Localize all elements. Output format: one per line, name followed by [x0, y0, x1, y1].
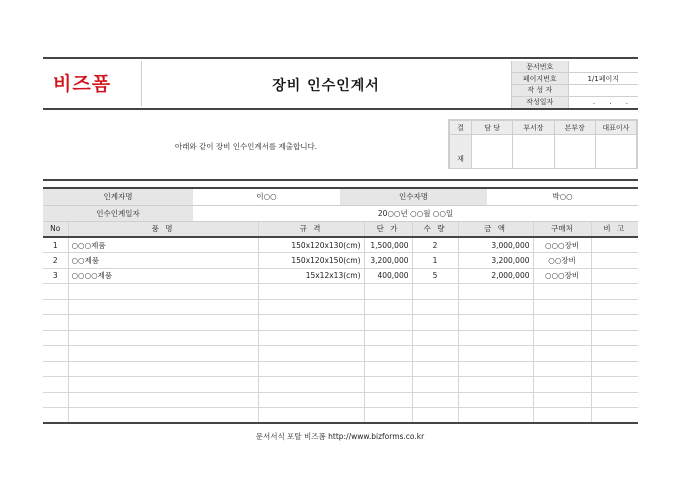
approval-side-label-bottom: 재	[450, 135, 472, 169]
submission-message: 아래와 같이 장비 인수인계서를 제출합니다.	[174, 142, 318, 151]
approval-section	[43, 108, 638, 181]
cell-vendor[interactable]: ○○○장비	[533, 268, 591, 284]
cell-price[interactable]	[364, 408, 412, 424]
cell-spec[interactable]	[258, 408, 364, 424]
meta-row-doc-number	[512, 61, 638, 73]
cell-note[interactable]	[591, 299, 638, 315]
cell-amount[interactable]	[458, 284, 533, 300]
handover-person-value[interactable]: 이○○	[193, 189, 340, 205]
document-header	[43, 57, 638, 108]
items-body	[43, 237, 638, 423]
cell-amount[interactable]	[458, 330, 533, 346]
cell-vendor[interactable]	[533, 330, 591, 346]
cell-price[interactable]	[364, 392, 412, 408]
cell-amount[interactable]: 2,000,000	[458, 268, 533, 284]
signature-cell-staff[interactable]	[472, 135, 513, 169]
cell-vendor[interactable]: ○○장비	[533, 253, 591, 269]
table-row	[43, 299, 638, 315]
meta-label: 문서번호	[512, 61, 568, 73]
cell-price[interactable]	[364, 284, 412, 300]
meta-label: 작성일자	[512, 96, 568, 108]
meta-value[interactable]: . . .	[568, 96, 638, 108]
cell-name[interactable]: ○○○○제품	[68, 268, 258, 284]
cell-vendor[interactable]	[533, 346, 591, 362]
cell-name[interactable]: ○○○제품	[68, 237, 258, 253]
meta-row-date	[512, 96, 638, 108]
meta-value[interactable]	[568, 61, 638, 73]
cell-quantity[interactable]: 2	[412, 237, 458, 253]
cell-quantity[interactable]	[412, 377, 458, 393]
signature-cell-dept-head[interactable]	[513, 135, 554, 169]
cell-vendor[interactable]: ○○○장비	[533, 237, 591, 253]
cell-amount[interactable]: 3,200,000	[458, 253, 533, 269]
approval-column-ceo: 대표이사	[595, 121, 636, 135]
cell-name[interactable]	[68, 377, 258, 393]
cell-quantity[interactable]	[412, 315, 458, 331]
cell-no[interactable]: 1	[43, 237, 68, 253]
table-row	[43, 361, 638, 377]
cell-no[interactable]	[43, 284, 68, 300]
column-header-amount: 금 액	[458, 222, 533, 238]
cell-spec[interactable]: 150x120x130(cm)	[258, 237, 364, 253]
cell-name[interactable]	[68, 408, 258, 424]
cell-price[interactable]	[364, 315, 412, 331]
cell-price[interactable]	[364, 299, 412, 315]
cell-quantity[interactable]	[412, 346, 458, 362]
column-header-no: No	[43, 222, 68, 238]
cell-vendor[interactable]	[533, 284, 591, 300]
meta-row-page-number	[512, 73, 638, 85]
approval-signature-box	[448, 119, 638, 169]
column-header-price: 단 가	[364, 222, 412, 238]
table-row	[43, 268, 638, 284]
meta-value[interactable]: 1/1페이지	[568, 73, 638, 85]
cell-price[interactable]: 1,500,000	[364, 237, 412, 253]
cell-no[interactable]	[43, 408, 68, 424]
cell-note[interactable]	[591, 392, 638, 408]
approval-column-dept-head: 부서장	[513, 121, 554, 135]
meta-label: 작 성 자	[512, 85, 568, 97]
cell-quantity[interactable]	[412, 330, 458, 346]
cell-quantity[interactable]	[412, 392, 458, 408]
cell-quantity[interactable]	[412, 408, 458, 424]
cell-quantity[interactable]	[412, 299, 458, 315]
items-header-row	[43, 222, 638, 238]
cell-quantity[interactable]	[412, 284, 458, 300]
cell-note[interactable]	[591, 361, 638, 377]
column-header-vendor: 구매처	[533, 222, 591, 238]
cell-note[interactable]	[591, 237, 638, 253]
cell-quantity[interactable]	[412, 361, 458, 377]
column-header-quantity: 수 량	[412, 222, 458, 238]
cell-note[interactable]	[591, 253, 638, 269]
table-row	[43, 392, 638, 408]
cell-amount[interactable]	[458, 408, 533, 424]
handover-info-table	[43, 189, 638, 222]
cell-vendor[interactable]	[533, 392, 591, 408]
document-meta-box	[511, 61, 638, 109]
meta-row-author	[512, 85, 638, 97]
cell-note[interactable]	[591, 377, 638, 393]
table-row	[43, 253, 638, 269]
cell-name[interactable]	[68, 361, 258, 377]
cell-price[interactable]	[364, 361, 412, 377]
cell-amount[interactable]	[458, 377, 533, 393]
cell-spec[interactable]: 150x120x150(cm)	[258, 253, 364, 269]
bizforms-logo[interactable]: 비즈폼	[53, 73, 112, 95]
handover-date-value[interactable]: 20○○년 ○○월 ○○일	[193, 205, 638, 221]
cell-amount[interactable]	[458, 315, 533, 331]
cell-no[interactable]	[43, 392, 68, 408]
cell-note[interactable]	[591, 408, 638, 424]
cell-amount[interactable]	[458, 299, 533, 315]
table-row	[43, 377, 638, 393]
table-row	[43, 237, 638, 253]
cell-spec[interactable]	[258, 299, 364, 315]
cell-name[interactable]	[68, 392, 258, 408]
cell-price[interactable]	[364, 346, 412, 362]
cell-quantity[interactable]: 5	[412, 268, 458, 284]
cell-note[interactable]	[591, 330, 638, 346]
cell-spec[interactable]	[258, 361, 364, 377]
cell-spec[interactable]: 15x12x13(cm)	[258, 268, 364, 284]
signature-cell-ceo[interactable]	[595, 135, 636, 169]
table-row	[43, 346, 638, 362]
handover-details	[43, 187, 638, 424]
cell-vendor[interactable]	[533, 361, 591, 377]
cell-price[interactable]: 400,000	[364, 268, 412, 284]
cell-name[interactable]	[68, 284, 258, 300]
handover-date-label: 인수인계일자	[43, 205, 193, 221]
cell-amount[interactable]	[458, 392, 533, 408]
document	[43, 57, 638, 424]
cell-amount[interactable]	[458, 361, 533, 377]
cell-no[interactable]	[43, 315, 68, 331]
table-row	[43, 284, 638, 300]
cell-no[interactable]	[43, 330, 68, 346]
column-header-spec: 규 격	[258, 222, 364, 238]
cell-no[interactable]	[43, 299, 68, 315]
cell-note[interactable]	[591, 315, 638, 331]
column-header-note: 비 고	[591, 222, 638, 238]
cell-note[interactable]	[591, 346, 638, 362]
cell-note[interactable]	[591, 284, 638, 300]
cell-amount[interactable]	[458, 346, 533, 362]
table-row	[43, 315, 638, 331]
approval-side-label-top: 결	[450, 121, 472, 135]
cell-price[interactable]	[364, 377, 412, 393]
cell-vendor[interactable]	[533, 377, 591, 393]
handover-person-label: 인계자명	[43, 189, 193, 205]
cell-name[interactable]: ○○제품	[68, 253, 258, 269]
cell-quantity[interactable]: 1	[412, 253, 458, 269]
approval-column-staff: 담 당	[472, 121, 513, 135]
equipment-items-table	[43, 222, 638, 425]
cell-spec[interactable]	[258, 330, 364, 346]
cell-no[interactable]	[43, 377, 68, 393]
table-row	[43, 330, 638, 346]
cell-price[interactable]: 3,200,000	[364, 253, 412, 269]
footer-credit[interactable]: 문서서식 포탈 비즈폼 http://www.bizforms.co.kr	[255, 432, 425, 441]
table-row	[43, 408, 638, 424]
page-title: 장비 인수인계서	[272, 78, 380, 94]
cell-name[interactable]	[68, 315, 258, 331]
signature-cell-division-head[interactable]	[554, 135, 595, 169]
receiver-person-value[interactable]: 박○○	[487, 189, 638, 205]
cell-name[interactable]	[68, 346, 258, 362]
cell-vendor[interactable]	[533, 315, 591, 331]
cell-spec[interactable]	[258, 346, 364, 362]
meta-value[interactable]	[568, 85, 638, 97]
cell-amount[interactable]: 3,000,000	[458, 237, 533, 253]
cell-spec[interactable]	[258, 284, 364, 300]
cell-vendor[interactable]	[533, 408, 591, 424]
approval-column-division-head: 본부장	[554, 121, 595, 135]
cell-vendor[interactable]	[533, 299, 591, 315]
cell-no[interactable]	[43, 361, 68, 377]
receiver-person-label: 인수자명	[340, 189, 487, 205]
cell-no[interactable]	[43, 346, 68, 362]
cell-name[interactable]	[68, 330, 258, 346]
meta-label: 페이지번호	[512, 73, 568, 85]
cell-price[interactable]	[364, 330, 412, 346]
cell-spec[interactable]	[258, 315, 364, 331]
cell-no[interactable]: 2	[43, 253, 68, 269]
cell-spec[interactable]	[258, 392, 364, 408]
cell-name[interactable]	[68, 299, 258, 315]
cell-no[interactable]: 3	[43, 268, 68, 284]
cell-note[interactable]	[591, 268, 638, 284]
cell-spec[interactable]	[258, 377, 364, 393]
column-header-name: 품 명	[68, 222, 258, 238]
